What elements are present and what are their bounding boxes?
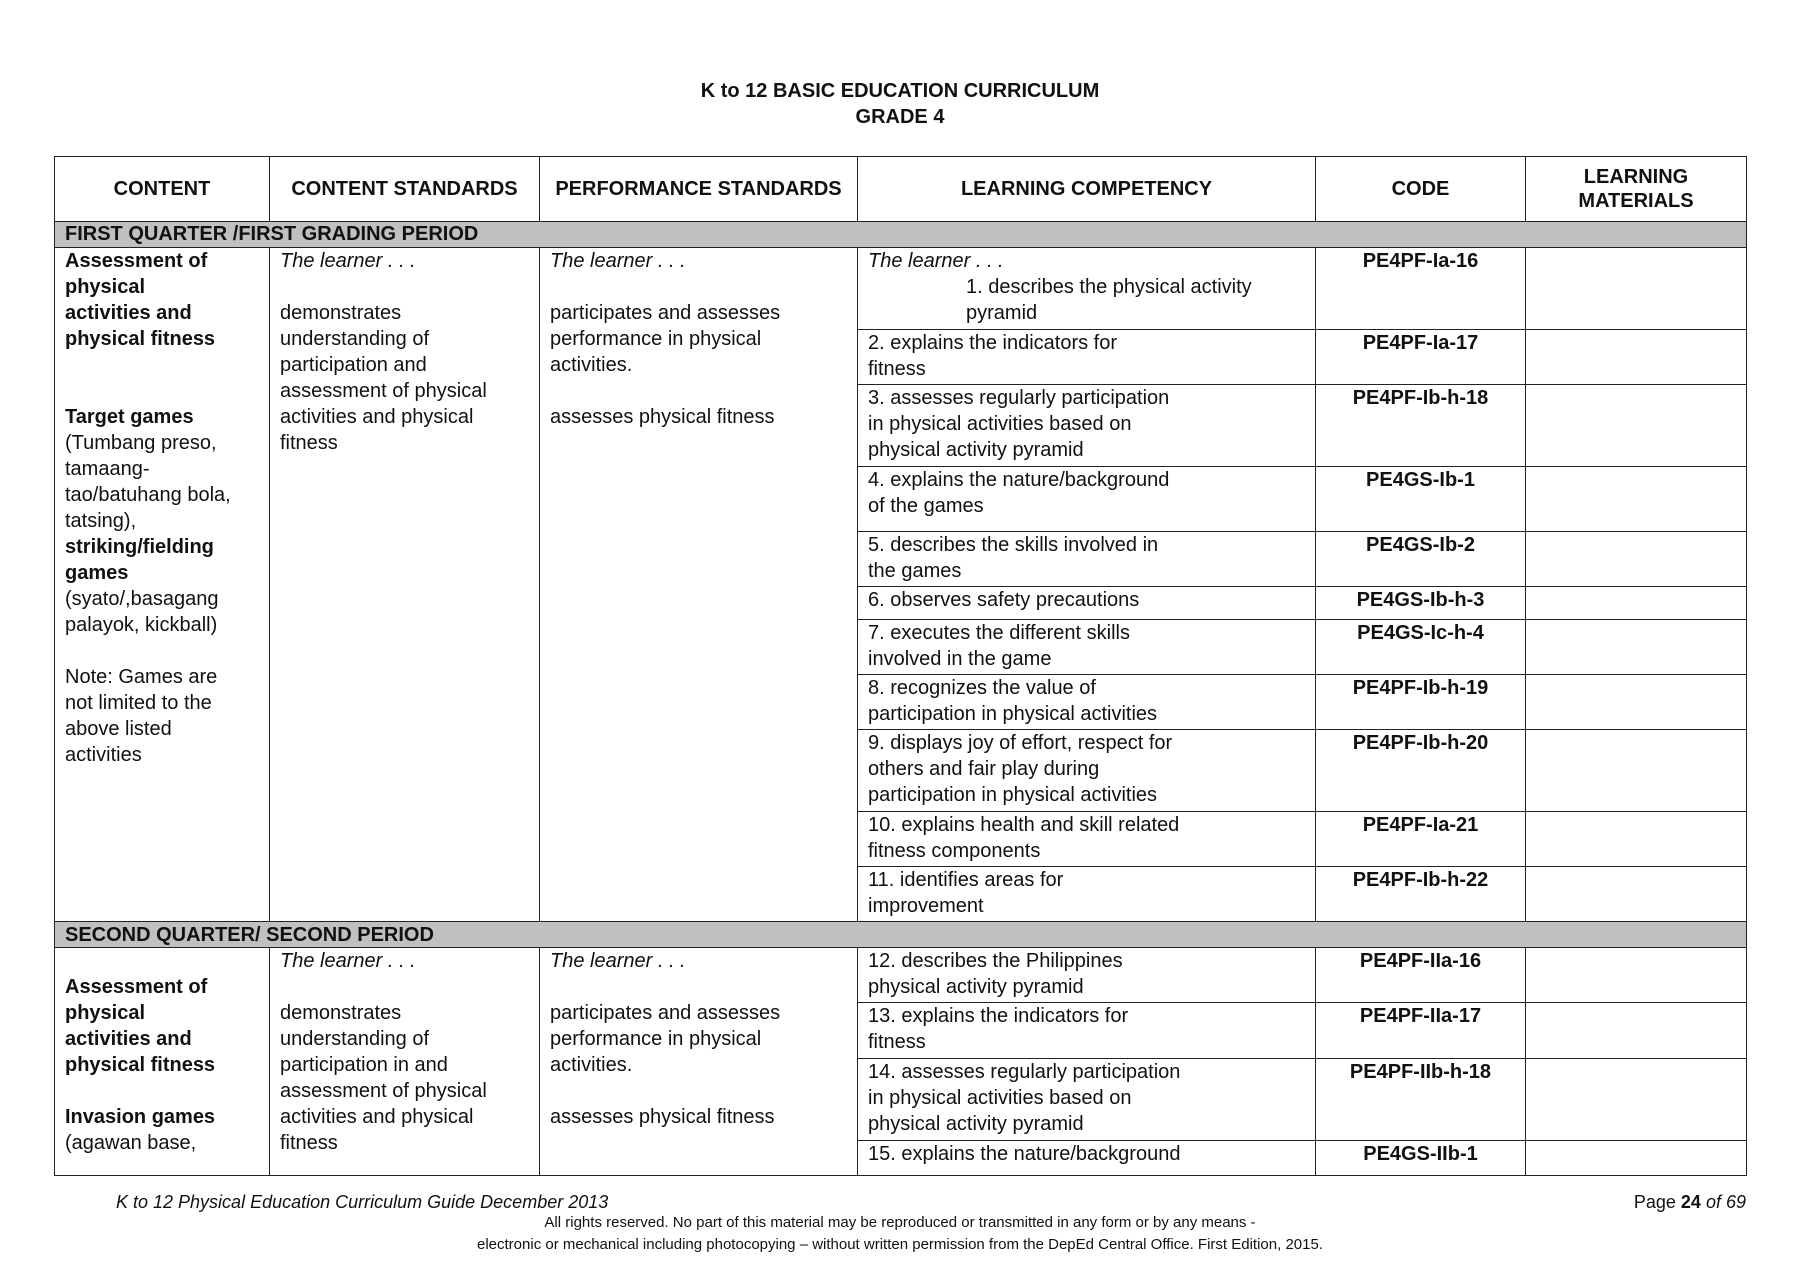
standard-line: activities and physical [280, 1106, 474, 1129]
spacer [280, 974, 529, 1000]
table-header-row [55, 157, 1747, 222]
content-line [65, 948, 259, 974]
learning-materials-cell [1526, 812, 1747, 867]
standard-intro: The learner . . . [550, 249, 686, 272]
standard-line: activities and physical [280, 405, 474, 428]
competency-line: 4. explains the nature/background [868, 469, 1170, 492]
competency-line: 11. identifies areas for [868, 869, 1064, 892]
content-cell [55, 247, 270, 921]
competency-cell [858, 675, 1316, 730]
competency-cell [858, 467, 1316, 531]
competency-cell [858, 247, 1316, 329]
content-line: Target games [65, 405, 194, 428]
content-line: activities [65, 743, 142, 766]
quarter-label: FIRST QUARTER /FIRST GRADING PERIOD [55, 222, 1747, 248]
competency-line: physical activity pyramid [868, 439, 1084, 462]
code-cell: PE4GS-Ib-1 [1316, 467, 1526, 531]
competency-line: 7. executes the different skills [868, 621, 1130, 644]
competency-line: participation in physical activities [868, 703, 1158, 726]
learning-materials-cell [1526, 730, 1747, 812]
competency-line: 14. assesses regularly participation [868, 1060, 1181, 1083]
content-line: physical fitness [65, 327, 216, 350]
page-word: Page [1633, 1192, 1676, 1212]
competency-cell [858, 1140, 1316, 1175]
standard-intro: The learner . . . [280, 950, 416, 973]
content-line: physical fitness [65, 1054, 216, 1077]
content-line: tao/batuhang bola, [65, 483, 231, 506]
learning-materials-cell [1526, 531, 1747, 586]
content-line: not limited to the [65, 691, 212, 714]
content-line: striking/fielding [65, 535, 214, 558]
spacer [550, 1078, 847, 1104]
content-standards-cell [270, 247, 540, 921]
code-cell: PE4PF-Ib-h-18 [1316, 385, 1526, 467]
content-line: above listed [65, 717, 172, 740]
learning-materials-cell [1526, 385, 1747, 467]
competency-cell [858, 1003, 1316, 1058]
code-cell: PE4PF-IIb-h-18 [1316, 1058, 1526, 1140]
code-cell: PE4GS-Ib-2 [1316, 531, 1526, 586]
competency-line: 10. explains health and skill related [868, 814, 1180, 837]
learning-materials-cell [1526, 1058, 1747, 1140]
standard-line: participates and assesses [550, 1002, 781, 1025]
code-cell: PE4PF-Ib-h-22 [1316, 867, 1526, 922]
content-standards-cell [270, 948, 540, 1176]
standard-line: understanding of [280, 327, 430, 350]
quarter-row-first [55, 222, 1747, 248]
code-cell: PE4PF-Ia-16 [1316, 247, 1526, 329]
competency-text [868, 274, 1305, 326]
content-line: Note: Games are [65, 665, 218, 688]
code-cell: PE4PF-Ib-h-20 [1316, 730, 1526, 812]
learning-materials-cell [1526, 247, 1747, 329]
competency-line: 8. recognizes the value of [868, 677, 1096, 700]
code-cell: PE4PF-Ia-21 [1316, 812, 1526, 867]
content-line: tamaang- [65, 457, 150, 480]
competency-line: 9. displays joy of effort, respect for [868, 732, 1173, 755]
competency-cell [858, 619, 1316, 674]
content-line: (agawan base, [65, 1132, 197, 1155]
competency-line: 13. explains the indicators for [868, 1005, 1129, 1028]
performance-standards-cell [540, 247, 858, 921]
content-line: physical [65, 1002, 146, 1025]
standard-line: participates and assesses [550, 301, 781, 324]
standard-line: assesses physical fitness [550, 405, 775, 428]
competency-line: others and fair play during [868, 758, 1100, 781]
competency-line: 15. explains the nature/background [868, 1142, 1181, 1165]
standard-line: understanding of [280, 1028, 430, 1051]
col-learning-competency: LEARNING COMPETENCY [858, 157, 1316, 222]
learning-materials-cell [1526, 675, 1747, 730]
page-total: of 69 [1705, 1192, 1746, 1212]
competency-line: involved in the game [868, 647, 1052, 670]
content-line: (syato/,basagang [65, 587, 219, 610]
competency-line: 3. assesses regularly participation [868, 387, 1170, 410]
rights-line-1: All rights reserved. No part of this material may be reproduced or transmitted in any form or by any means - [544, 1214, 1256, 1231]
grade-title: GRADE 4 [855, 106, 945, 128]
curriculum-table [54, 156, 1747, 1176]
competency-cell [858, 948, 1316, 1003]
competency-cell [858, 1058, 1316, 1140]
footer-page [1634, 1192, 1746, 1213]
content-line: games [65, 561, 129, 584]
spacer [550, 274, 847, 300]
competency-cell [858, 812, 1316, 867]
learning-materials-cell [1526, 330, 1747, 385]
competency-line: 6. observes safety precautions [868, 588, 1140, 611]
competency-line: fitness [868, 1031, 926, 1054]
competency-cell [858, 867, 1316, 922]
code-cell: PE4PF-Ib-h-19 [1316, 675, 1526, 730]
col-content: CONTENT [55, 157, 270, 222]
competency-line: physical activity pyramid [868, 1112, 1084, 1135]
competency-line: 2. explains the indicators for [868, 332, 1118, 355]
competency-line: physical activity pyramid [868, 976, 1084, 999]
competency-line: the games [868, 559, 962, 582]
standard-line: participation in and [280, 1054, 448, 1077]
learning-materials-cell [1526, 1003, 1747, 1058]
content-line: Invasion games [65, 1106, 216, 1129]
competency-line: of the games [868, 495, 984, 518]
table-row [55, 247, 1747, 329]
standard-line: assessment of physical [280, 1080, 487, 1103]
code-cell: PE4PF-Ia-17 [1316, 330, 1526, 385]
quarter-label: SECOND QUARTER/ SECOND PERIOD [55, 922, 1747, 948]
col-learning-materials: LEARNING MATERIALS [1526, 157, 1747, 222]
competency-line: fitness [868, 358, 926, 381]
standard-line: demonstrates [280, 301, 402, 324]
competency-line: fitness components [868, 840, 1041, 863]
content-line: (Tumbang preso, [65, 431, 217, 454]
competency-line: pyramid [966, 301, 1038, 324]
content-line [65, 352, 259, 378]
standard-line: fitness [280, 1132, 338, 1155]
document-header [0, 78, 1800, 130]
competency-intro: The learner . . . [868, 249, 1004, 272]
content-line [65, 638, 259, 664]
spacer [550, 974, 847, 1000]
content-line: palayok, kickball) [65, 613, 218, 636]
content-line [65, 378, 259, 404]
code-cell: PE4PF-IIa-17 [1316, 1003, 1526, 1058]
competency-cell [858, 531, 1316, 586]
competency-line: 12. describes the Philippines [868, 950, 1123, 973]
content-cell [55, 948, 270, 1176]
competency-line: improvement [868, 895, 984, 918]
competency-cell [858, 330, 1316, 385]
code-cell: PE4GS-IIb-1 [1316, 1140, 1526, 1175]
col-performance-standards: PERFORMANCE STANDARDS [540, 157, 858, 222]
content-line: tatsing), [65, 509, 137, 532]
code-cell: PE4PF-IIa-16 [1316, 948, 1526, 1003]
spacer [550, 378, 847, 404]
learning-materials-cell [1526, 467, 1747, 531]
content-line: Assessment of [65, 976, 208, 999]
standard-line: activities. [550, 1054, 633, 1077]
code-cell: PE4GS-Ib-h-3 [1316, 586, 1526, 619]
competency-cell [858, 586, 1316, 619]
spacer [280, 274, 529, 300]
learning-materials-cell [1526, 867, 1747, 922]
learning-materials-cell [1526, 586, 1747, 619]
content-line: Assessment of [65, 249, 208, 272]
content-line: activities and [65, 1028, 192, 1051]
competency-cell [858, 385, 1316, 467]
page-number: 24 [1680, 1192, 1701, 1212]
standard-intro: The learner . . . [280, 249, 416, 272]
learning-materials-cell [1526, 619, 1747, 674]
performance-standards-cell [540, 948, 858, 1176]
table-row [55, 948, 1747, 1003]
footer-guide: K to 12 Physical Education Curriculum Guide December 2013 [116, 1192, 609, 1212]
content-line [65, 1078, 259, 1104]
standard-intro: The learner . . . [550, 950, 686, 973]
standard-line: performance in physical [550, 1028, 762, 1051]
standard-line: activities. [550, 353, 633, 376]
curriculum-title: K to 12 BASIC EDUCATION CURRICULUM [700, 80, 1100, 102]
standard-line: assessment of physical [280, 379, 487, 402]
learning-materials-cell [1526, 948, 1747, 1003]
col-code: CODE [1316, 157, 1526, 222]
learning-materials-cell [1526, 1140, 1747, 1175]
standard-line: performance in physical [550, 327, 762, 350]
competency-line: in physical activities based on [868, 1086, 1132, 1109]
code-cell: PE4GS-Ic-h-4 [1316, 619, 1526, 674]
col-content-standards: CONTENT STANDARDS [270, 157, 540, 222]
content-line: activities and [65, 301, 192, 324]
standard-line: assesses physical fitness [550, 1106, 775, 1129]
competency-cell [858, 730, 1316, 812]
competency-line: in physical activities based on [868, 413, 1132, 436]
standard-line: demonstrates [280, 1002, 402, 1025]
standard-line: participation and [280, 353, 427, 376]
content-line: physical [65, 275, 146, 298]
rights-line-2: electronic or mechanical including photocopying – without written permission from the DepEd Central Office. First Edition, 2015. [477, 1236, 1323, 1253]
competency-line: 5. describes the skills involved in [868, 533, 1159, 556]
quarter-row-second [55, 922, 1747, 948]
competency-line: 1. describes the physical activity [966, 275, 1252, 298]
competency-line: participation in physical activities [868, 784, 1158, 807]
standard-line: fitness [280, 431, 338, 454]
